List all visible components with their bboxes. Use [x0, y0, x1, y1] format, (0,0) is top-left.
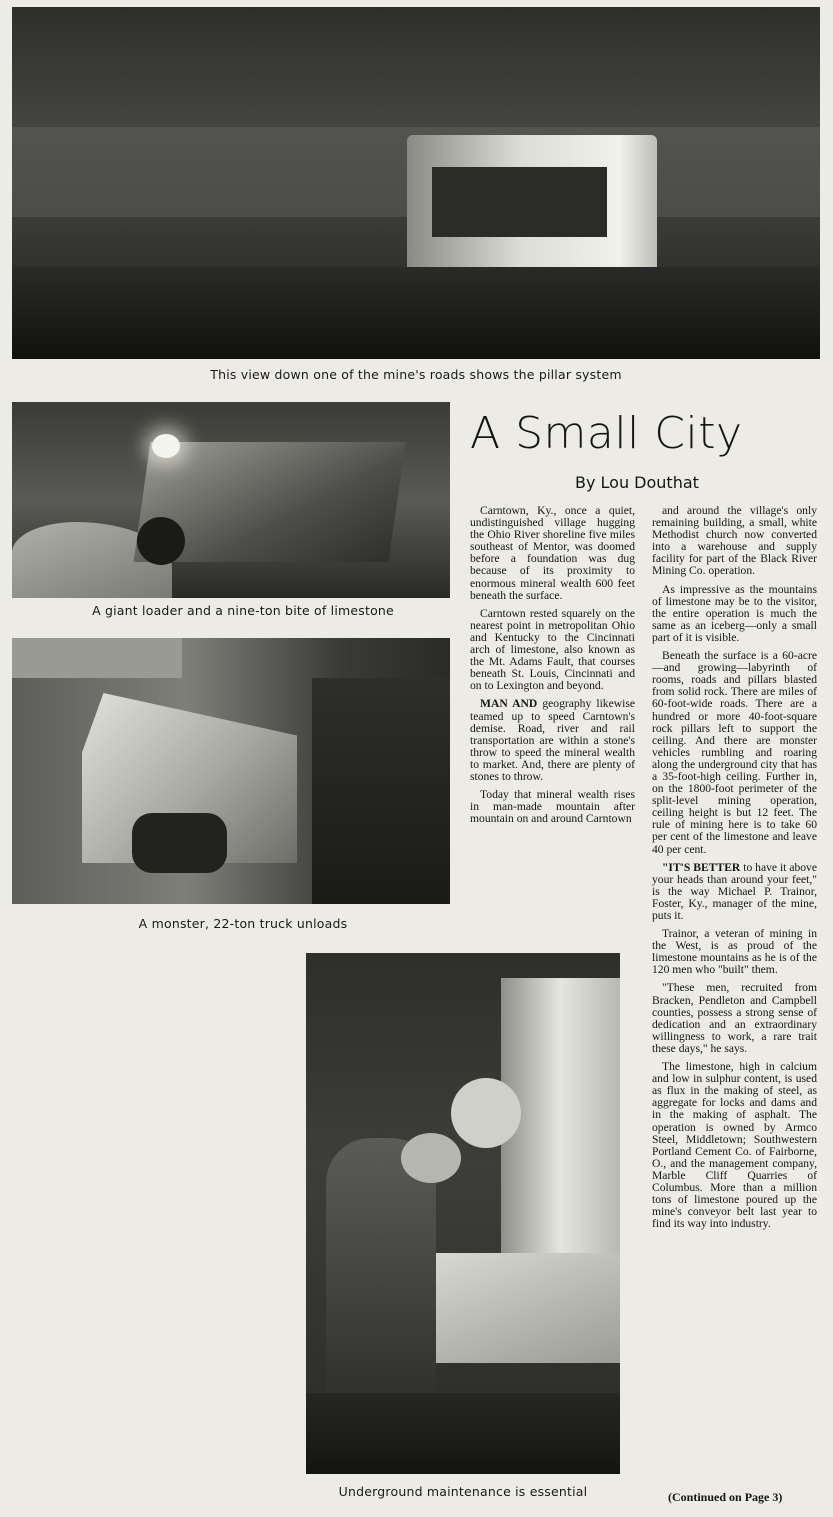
- truck-photo: [12, 638, 450, 904]
- paragraph: and around the village's only remaining building, a small, white Methodist church now converted into a warehouse and supply facility for part of the Black River Mining Co. operation.: [652, 504, 817, 578]
- article-column-2: [652, 505, 817, 1236]
- article-byline: By Lou Douthat: [575, 473, 699, 492]
- paragraph: Trainor, a veteran of mining in the West, is as proud of the limestone mountains as he is of the 120 men who "built" them.: [652, 927, 817, 977]
- paragraph-text: geography likewise teamed up to speed Carntown's demise. Road, river and rail transportation are within a stone's throw to speed the mineral wealth to market. And, there are plenty of stones to throw.: [470, 697, 635, 783]
- paragraph: Carntown, Ky., once a quiet, undistinguished village hugging the Ohio River shoreline five miles southeast of Mentor, was doomed before a foundation was dug because of its proximity to enormous mineral wealth 600 feet beneath the surface.: [470, 504, 635, 602]
- continued-notice: (Continued on Page 3): [668, 1490, 783, 1504]
- paragraph-lead: MAN AND: [480, 697, 538, 711]
- maintenance-photo-caption: Underground maintenance is essential: [338, 1484, 588, 1499]
- loader-photo: [12, 402, 450, 598]
- paragraph: The limestone, high in calcium and low in sulphur content, is used as flux in the making of steel, as aggregate for locks and dams and in the making of asphalt. The operation is owned by Armco Steel, Middletown; Southwestern Portland Cement Co. of Fairborne, O., and the management company, Marble Cliff Quarries of Columbus. More than a million tons of limestone poured up the mine's conveyor belt last year to find its way into industry.: [652, 1060, 817, 1231]
- maintenance-photo: [306, 953, 620, 1474]
- truck-photo-caption: A monster, 22-ton truck unloads: [138, 916, 348, 931]
- paragraph-lead: "IT'S BETTER: [662, 860, 741, 874]
- paragraph: As impressive as the mountains of limestone may be to the visitor, the entire operation is much the same as an iceberg—only a small part of it is visible.: [652, 582, 817, 644]
- paragraph: Carntown rested squarely on the nearest point in metropolitan Ohio and Kentucky to the Cincinnati arch of limestone, also known as the Mt. Adams Fault, that courses beneath St. Louis, Cincinnati and on to Lexington and beyond.: [470, 606, 635, 693]
- pillar-photo-caption: This view down one of the mine's roads shows the pillar system: [210, 367, 622, 382]
- article-headline: A Small City: [470, 408, 743, 459]
- paragraph: "These men, recruited from Bracken, Pendleton and Campbell counties, possess a strong sense of dedication and an extraordinary willingness to work, a rare trait these days," he says.: [652, 981, 817, 1055]
- paragraph: Beneath the surface is a 60-acre—and growing—labyrinth of rooms, roads and pillars blasted from solid rock. There are miles of 60-foot-wide roads. There are a hundred or more 40-foot-square rock pillars left to support the ceiling. And there are monster vehicles rumbling and roaring along the underground city that has a 35-foot-high ceiling. Further in, on the 1800-foot perimeter of the split-level mining operation, ceiling height is but 12 feet. The rule of mining here is to take 60 per cent of the limestone and leave 40 per cent.: [652, 649, 817, 856]
- paragraph: [652, 862, 817, 922]
- paragraph: [470, 698, 635, 783]
- paragraph: Today that mineral wealth rises in man-made mountain after mountain on and around Carntown: [470, 788, 635, 826]
- loader-photo-caption: A giant loader and a nine-ton bite of limestone: [92, 603, 394, 618]
- article-column-1: [470, 505, 635, 831]
- paragraph-text: to have it above your heads than around your feet," is the way Michael P. Trainor, Foster, Ky., manager of the mine, puts it.: [652, 860, 817, 922]
- pillar-system-photo: [12, 7, 820, 359]
